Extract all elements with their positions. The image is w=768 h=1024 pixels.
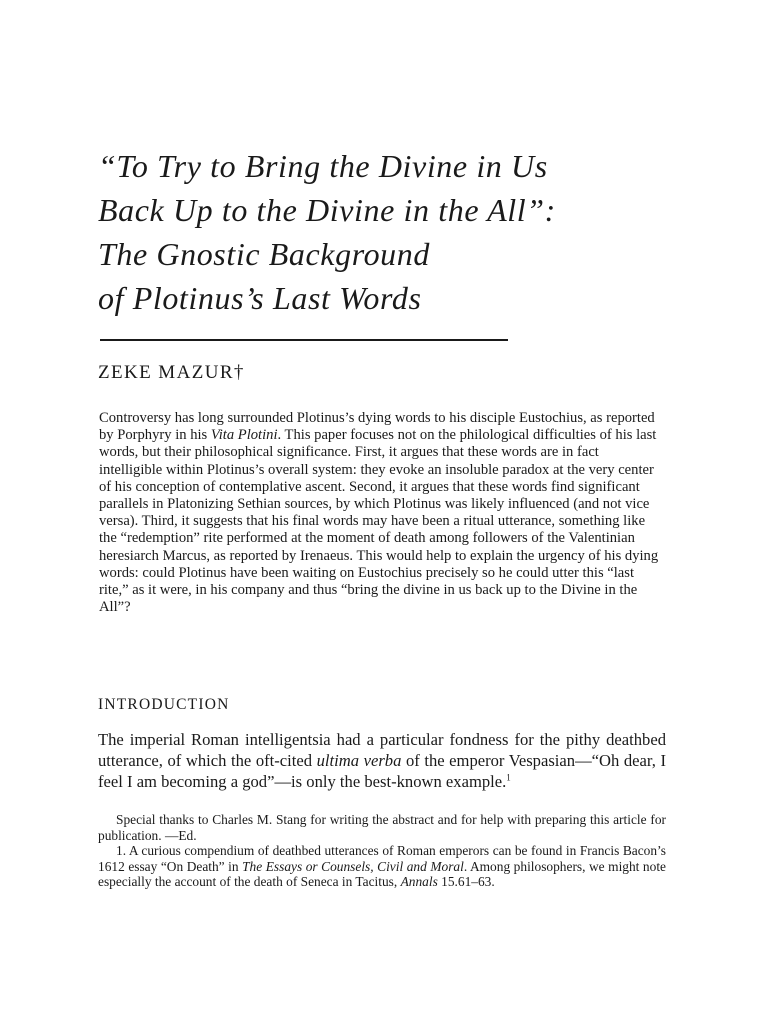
intro-text-1: The imperial Roman intelligentsia had a particular fondness for the pithy deathbed utterance, of which the oft-cited xyxy=(98,730,666,770)
author-name: ZEKE MAZUR† xyxy=(98,362,245,383)
abstract-text-1: Controversy has long surrounded Plotinus’s dying words to his disciple Eustochius, as reported by Porphyry in his xyxy=(99,410,655,444)
footnotes xyxy=(98,812,666,890)
footnote-ref-1[interactable]: 1 xyxy=(506,772,511,783)
abstract-italic-title: Vita Plotini xyxy=(210,427,278,444)
footnote-1 xyxy=(98,843,666,890)
abstract xyxy=(99,410,659,616)
section-heading-introduction: INTRODUCTION xyxy=(98,696,230,713)
intro-text-2: of the emperor Vespasian—“Oh dear, I feel I am becoming a god”—is only the best-known example. xyxy=(98,751,667,791)
title-rule xyxy=(100,339,508,341)
footnote-1-text-3: 15.61–63. xyxy=(437,874,495,890)
abstract-paragraph xyxy=(99,410,659,616)
footnote-1-text-1: 1. A curious compendium of deathbed utterances of Roman emperors can be found in Francis Bacon’s 1612 essay “On Death” in xyxy=(98,843,666,874)
footnote-1-text-2: . Among philosophers, we might note especially the account of the death of Seneca in Tacitus, xyxy=(98,858,666,890)
title-line-1: “To Try to Bring the Divine in Us xyxy=(98,148,548,184)
footnote-1-italic-1: The Essays or Counsels, Civil and Moral xyxy=(242,858,464,874)
article-title xyxy=(98,144,698,320)
introduction-paragraph xyxy=(98,729,666,792)
footnote-1-italic-2: Annals xyxy=(400,874,438,890)
title-line-2: Back Up to the Divine in the All”: xyxy=(98,192,556,228)
footnote-thanks: Special thanks to Charles M. Stang for writing the abstract and for help with preparing this article for publication. —Ed. xyxy=(98,812,666,843)
title-line-4: of Plotinus’s Last Words xyxy=(98,280,422,316)
title-line-3: The Gnostic Background xyxy=(98,236,430,272)
introduction-body xyxy=(98,729,666,792)
abstract-text-2: . This paper focuses not on the philological difficulties of his last words, but their philosophical significance. First, it argues that these words are in fact intelligible within Plotinus’s overall system: they evoke an insoluble paradox at the very center of his conception of contemplative ascent. Second, it argues that these words find significant parallels in Platonizing Sethian sources, by which Plotinus was likely influenced (and not vice versa). Third, it suggests that his final words may have been a ritual utterance, something like the “redemption” rite performed at the moment of death among followers of the Valentinian heresiarch Marcus, as reported by Irenaeus. This would help to explain the urgency of his dying words: could Plotinus have been waiting on Eustochius precisely so he could utter this “last rite,” as it were, in his company and thus “bring the divine in us back up to the Divine in the All”? xyxy=(99,427,659,616)
intro-italic-phrase: ultima verba xyxy=(316,751,402,770)
